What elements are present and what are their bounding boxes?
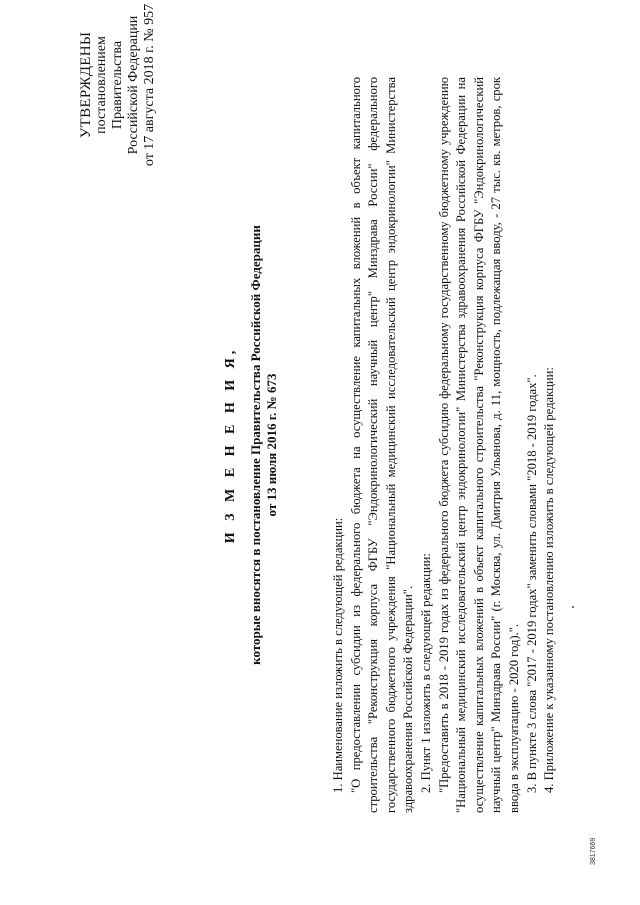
approval-line: постановлением Правительства: [94, 36, 125, 134]
document-title: [222, 165, 280, 725]
paragraph-item-3: 3. В пункте 3 слова "2017 - 2019 годах" заменить словами "2018 - 2019 годах".: [524, 374, 539, 793]
paragraph-item-1: 1. Наименование изложить в следующей редакции:: [331, 517, 345, 793]
paragraph-quote-2: "Предоставить в 2018 - 2019 годах из федерального бюджета субсидию федеральному государственному бюджетному учреждению "Национальный медицинский исследовательский центр эндокринологии" Министерства здравоохранения Российской Федерации на осуществление капитальных вложений в объект капитального строительства "Реконструкция корпуса ФГБУ "Эндокринологический научный центр" Минздрава России" (г. Москва, ул. Дмитрия Ульянова, д. 11, мощность, подлежащая вводу, - 27 тыс. кв. метров, срок ввода в эксплуатацию - 2020 год).".: [436, 77, 521, 813]
scan-speck: [572, 606, 574, 608]
paragraph-quote-1: "О предоставлении субсидии из федерального бюджета на осуществление капитальных вложений в объект капитального строительства "Реконструкция корпуса ФГБУ "Эндокринологический научный центр" Минздрава России" федерального государственного бюджетного учреждения "Национальный медицинский исследовательский центр эндокринологии" Министерства здравоохранения Российской Федерации".: [348, 77, 416, 813]
title-subheading: которые вносятся в постановление Правительства Российской Федерации: [248, 225, 263, 665]
approval-heading: УТВЕРЖДЕНЫ: [78, 31, 94, 139]
title-date: от 13 июля 2016 г. № 673: [264, 373, 279, 517]
approval-stamp: [78, 0, 158, 175]
document-code: 3817669: [590, 837, 597, 865]
title-heading: И З М Е Н Е Н И Я,: [223, 346, 238, 544]
paragraph-item-4: 4. Приложение к указанному постановлению изложить в следующей редакции:: [542, 367, 557, 793]
paragraph-item-2: 2. Пункт 1 изложить в следующей редакции:: [418, 553, 433, 793]
approval-line: от 17 августа 2018 г. № 957: [142, 3, 157, 167]
approval-line: Российской Федерации: [126, 15, 141, 155]
document-body: [330, 77, 559, 813]
